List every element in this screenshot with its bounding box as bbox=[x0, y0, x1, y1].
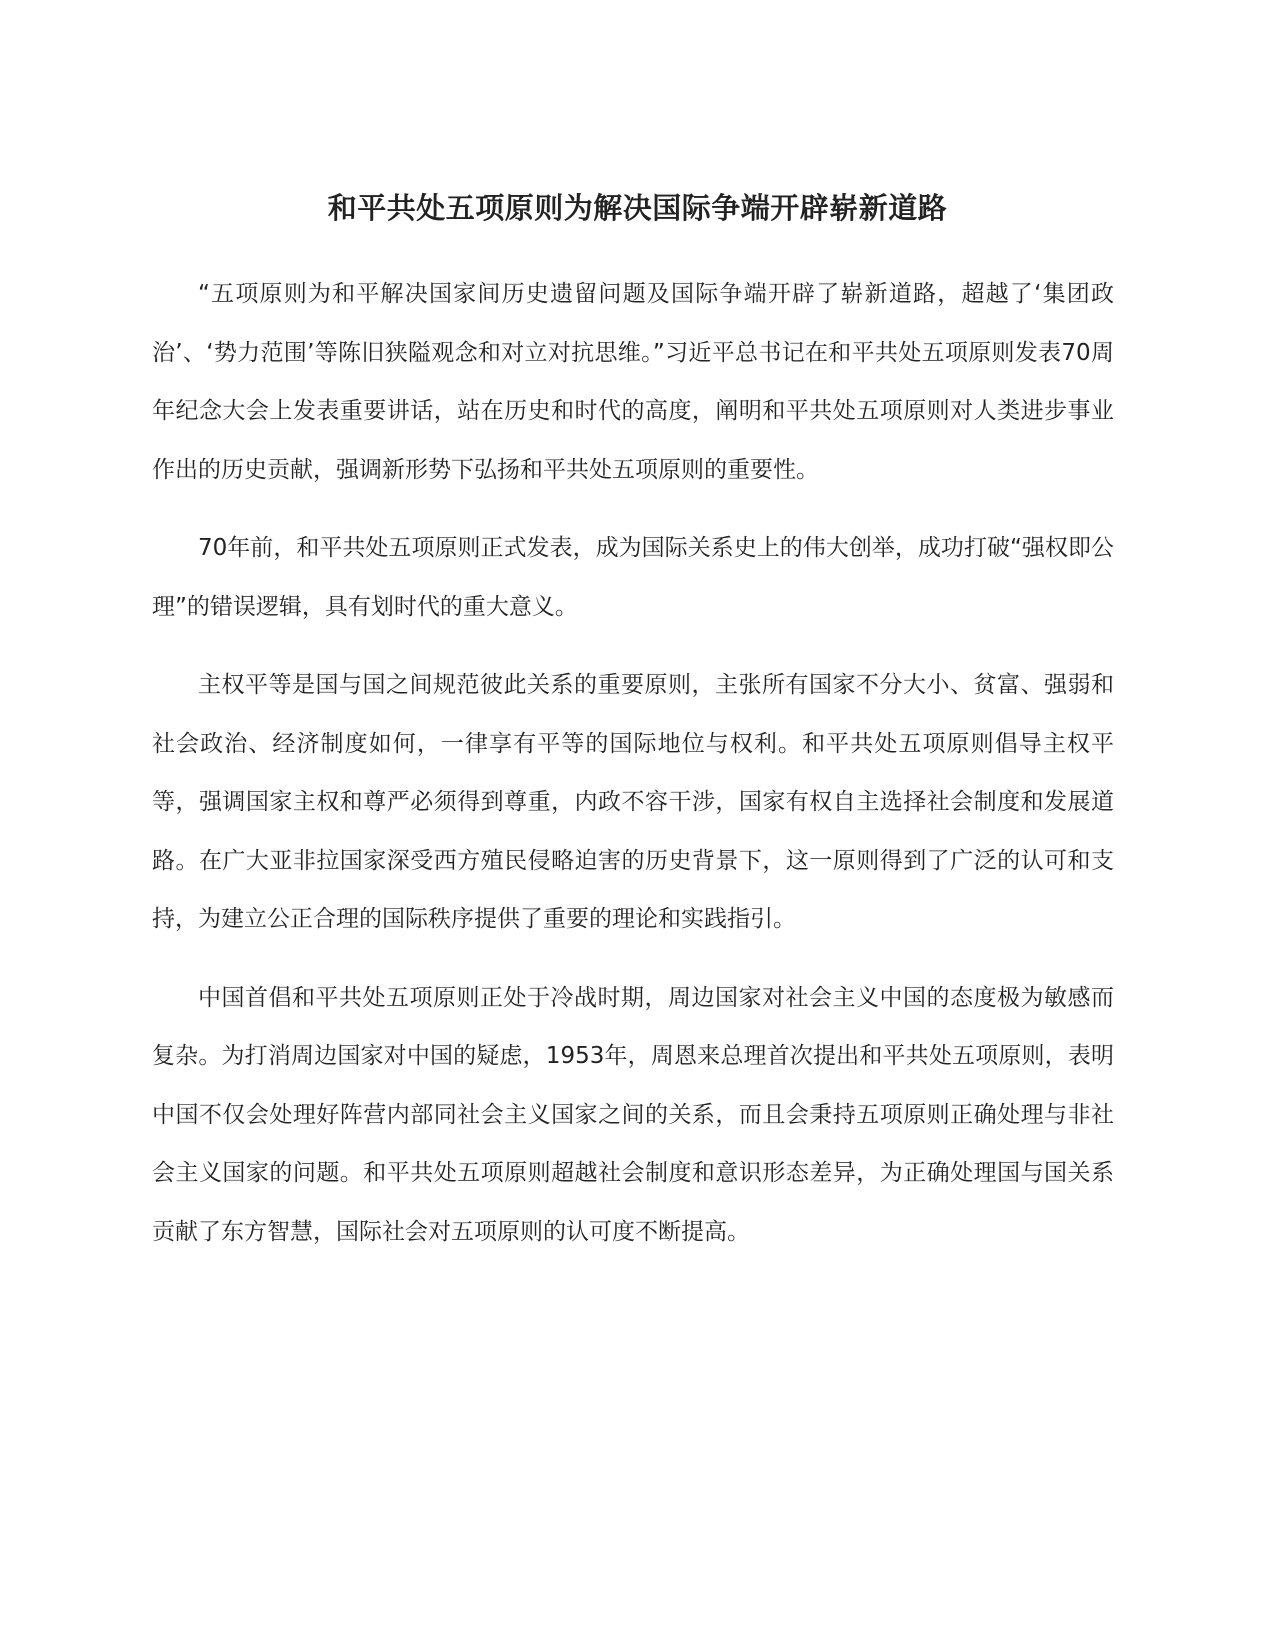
paragraph-3: 主权平等是国与国之间规范彼此关系的重要原则，主张所有国家不分大小、贫富、强弱和社会政治、经济制度如何，一律享有平等的国际地位与权利。和平共处五项原则倡导主权平等，强调国家主权和尊严必须得到尊重，内政不容干涉，国家有权自主选择社会制度和发展道路。在广大亚非拉国家深受西方殖民侵略迫害的历史背景下，这一原则得到了广泛的认可和支持，为建立公正合理的国际秩序提供了重要的理论和实践指引。 bbox=[152, 672, 1114, 932]
document-body bbox=[152, 265, 1114, 1281]
document-title: 和平共处五项原则为解决国际争端开辟崭新道路 bbox=[327, 191, 948, 225]
paragraph-2: 70年前，和平共处五项原则正式发表，成为国际关系史上的伟大创举，成功打破“强权即公理”的错误逻辑，具有划时代的重大意义。 bbox=[152, 535, 1114, 620]
paragraph-4: 中国首倡和平共处五项原则正处于冷战时期，周边国家对社会主义中国的态度极为敏感而复杂。为打消周边国家对中国的疑虑，1953年，周恩来总理首次提出和平共处五项原则，表明中国不仅会处理好阵营内部同社会主义国家之间的关系，而且会秉持五项原则正确处理与非社会主义国家的问题。和平共处五项原则超越社会制度和意识形态差异，为正确处理国与国关系贡献了东方智慧，国际社会对五项原则的认可度不断提高。 bbox=[152, 984, 1114, 1245]
paragraph-1: “五项原则为和平解决国家间历史遗留问题及国际争端开辟了崭新道路，超越了‘集团政治’、‘势力范围’等陈旧狭隘观念和对立对抗思维。”习近平总书记在和平共处五项原则发表70周年纪念大会上发表重要讲话，站在历史和时代的高度，阐明和平共处五项原则对人类进步事业作出的历史贡献，强调新形势下弘扬和平共处五项原则的重要性。 bbox=[152, 281, 1114, 483]
